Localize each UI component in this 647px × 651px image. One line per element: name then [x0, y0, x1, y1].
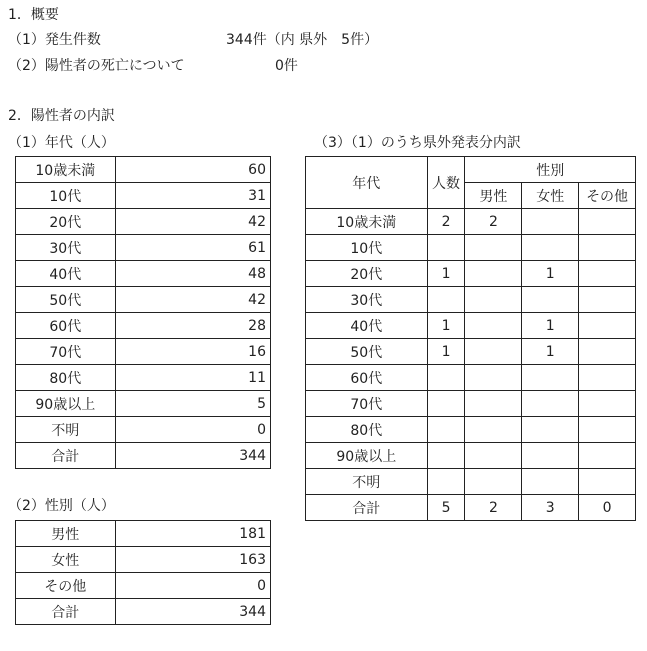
row-label: 40代	[306, 313, 428, 339]
row-value: 31	[115, 183, 270, 209]
row-female	[522, 209, 579, 235]
row-count	[427, 417, 465, 443]
section1-title: 1．概要	[8, 7, 59, 23]
row-count: 5	[427, 495, 465, 521]
row-count	[427, 235, 465, 261]
row-value: 11	[115, 365, 270, 391]
row-label: 40代	[16, 261, 116, 287]
deaths-label: （2）陽性者の死亡について	[8, 58, 185, 74]
row-other	[579, 313, 636, 339]
row-count	[427, 365, 465, 391]
row-other	[579, 287, 636, 313]
table-row	[16, 391, 271, 417]
row-male: 2	[465, 209, 522, 235]
row-male	[465, 469, 522, 495]
row-other	[579, 261, 636, 287]
row-male: 2	[465, 495, 522, 521]
row-other	[579, 469, 636, 495]
row-label: 女性	[16, 547, 116, 573]
row-label: その他	[16, 573, 116, 599]
row-other	[579, 235, 636, 261]
row-count: 1	[427, 313, 465, 339]
row-other	[579, 209, 636, 235]
table-row	[16, 443, 271, 469]
row-male	[465, 235, 522, 261]
row-male	[465, 443, 522, 469]
row-value: 42	[115, 209, 270, 235]
table-row	[306, 417, 636, 443]
table-row	[306, 469, 636, 495]
row-label: 不明	[16, 417, 116, 443]
table-row	[16, 183, 271, 209]
cases-label: （1）発生件数	[8, 32, 101, 48]
row-count: 2	[427, 209, 465, 235]
row-other	[579, 365, 636, 391]
table-row	[16, 417, 271, 443]
row-female: 1	[522, 339, 579, 365]
row-count	[427, 469, 465, 495]
row-male	[465, 313, 522, 339]
row-female	[522, 417, 579, 443]
row-female: 1	[522, 313, 579, 339]
row-male	[465, 339, 522, 365]
table-row	[16, 521, 271, 547]
row-label: 90歳以上	[306, 443, 428, 469]
row-label: 20代	[306, 261, 428, 287]
table-row	[306, 261, 636, 287]
header-male: 男性	[465, 183, 522, 209]
row-female	[522, 235, 579, 261]
gender-table-title: （2）性別（人）	[8, 498, 115, 514]
row-value: 5	[115, 391, 270, 417]
header-age: 年代	[306, 157, 428, 209]
row-count: 1	[427, 261, 465, 287]
row-label: 90歳以上	[16, 391, 116, 417]
row-label: 男性	[16, 521, 116, 547]
table-row	[306, 365, 636, 391]
row-label: 10代	[306, 235, 428, 261]
row-other: 0	[579, 495, 636, 521]
table-row	[306, 287, 636, 313]
row-count	[427, 391, 465, 417]
row-other	[579, 443, 636, 469]
row-value: 344	[115, 599, 270, 625]
row-female	[522, 469, 579, 495]
row-female	[522, 443, 579, 469]
row-value: 0	[115, 573, 270, 599]
table-row	[16, 365, 271, 391]
row-label: 50代	[306, 339, 428, 365]
table-row	[306, 339, 636, 365]
row-female	[522, 391, 579, 417]
row-label: 60代	[16, 313, 116, 339]
row-label: 合計	[16, 599, 116, 625]
header-sex: 性別	[465, 157, 636, 183]
row-value: 163	[115, 547, 270, 573]
row-count: 1	[427, 339, 465, 365]
row-value: 28	[115, 313, 270, 339]
row-value: 0	[115, 417, 270, 443]
row-male	[465, 365, 522, 391]
table-row	[16, 599, 271, 625]
table-row	[306, 313, 636, 339]
row-value: 344	[115, 443, 270, 469]
table-row	[16, 573, 271, 599]
row-label: 20代	[16, 209, 116, 235]
row-label: 10代	[16, 183, 116, 209]
table-row	[16, 339, 271, 365]
row-label: 30代	[306, 287, 428, 313]
table-row	[306, 443, 636, 469]
row-count	[427, 287, 465, 313]
outpref-table-title: （3）（1）のうち県外発表分内訳	[314, 135, 521, 151]
header-count: 人数	[427, 157, 465, 209]
row-male	[465, 287, 522, 313]
row-male	[465, 417, 522, 443]
row-other	[579, 417, 636, 443]
header-other: その他	[579, 183, 636, 209]
row-female: 3	[522, 495, 579, 521]
table-row	[16, 313, 271, 339]
row-female: 1	[522, 261, 579, 287]
gender-table	[15, 520, 271, 625]
row-label: 合計	[16, 443, 116, 469]
row-value: 61	[115, 235, 270, 261]
row-label: 70代	[306, 391, 428, 417]
row-label: 60代	[306, 365, 428, 391]
row-label: 50代	[16, 287, 116, 313]
table-row	[306, 391, 636, 417]
table-row	[306, 235, 636, 261]
row-label: 30代	[16, 235, 116, 261]
outpref-table	[305, 156, 636, 521]
row-value: 42	[115, 287, 270, 313]
table-row	[16, 157, 271, 183]
row-value: 181	[115, 521, 270, 547]
row-label: 合計	[306, 495, 428, 521]
row-label: 70代	[16, 339, 116, 365]
row-value: 60	[115, 157, 270, 183]
row-female	[522, 365, 579, 391]
row-male	[465, 391, 522, 417]
table-row	[16, 209, 271, 235]
row-other	[579, 391, 636, 417]
cases-value: 344件（内 県外 5件）	[226, 32, 379, 48]
row-female	[522, 287, 579, 313]
table-row	[16, 261, 271, 287]
deaths-value: 0件	[275, 58, 298, 74]
section2-title: 2．陽性者の内訳	[8, 108, 115, 124]
row-other	[579, 339, 636, 365]
row-label: 80代	[16, 365, 116, 391]
row-male	[465, 261, 522, 287]
table-row	[306, 209, 636, 235]
age-table	[15, 156, 271, 469]
header-female: 女性	[522, 183, 579, 209]
row-value: 48	[115, 261, 270, 287]
row-label: 10歳未満	[16, 157, 116, 183]
row-label: 不明	[306, 469, 428, 495]
row-label: 10歳未満	[306, 209, 428, 235]
row-count	[427, 443, 465, 469]
row-value: 16	[115, 339, 270, 365]
row-label: 80代	[306, 417, 428, 443]
table-row	[16, 235, 271, 261]
table-row	[16, 287, 271, 313]
table-row	[16, 547, 271, 573]
table-row	[306, 495, 636, 521]
age-table-title: （1）年代（人）	[8, 135, 115, 151]
